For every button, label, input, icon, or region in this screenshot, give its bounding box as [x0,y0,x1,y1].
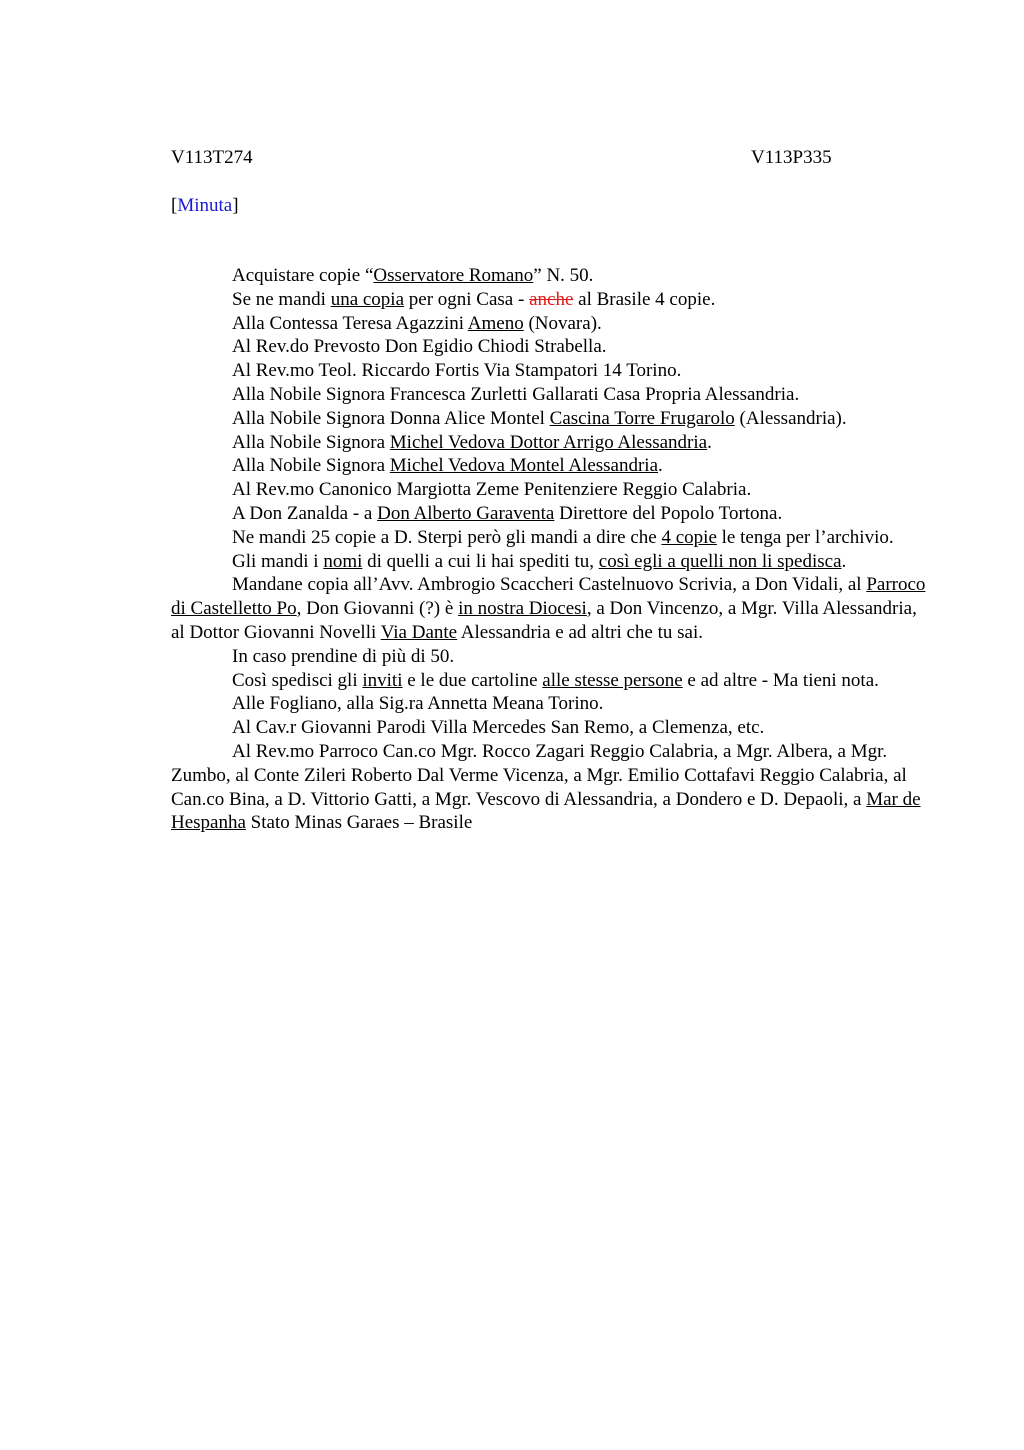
text-segment: Mandane copia all’Avv. Ambrogio Scaccheri Castelnuovo Scrivia, a Don Vidali, al [232,574,867,596]
text-segment: Stato Minas Garaes – Brasile [245,812,473,834]
letter-paragraph [171,740,931,835]
underlined-text: Osservatore Romano [373,265,534,286]
text-segment: e le due cartoline [402,669,543,691]
text-segment: Alessandria e ad altri che tu sai. [457,621,703,643]
text-segment: Alla Contessa Teresa Agazzini [232,312,468,334]
reference-code-left: V113T274 [171,147,253,168]
reference-code-right: V113P335 [751,147,832,168]
text-segment: Così spedisci gli [232,669,363,691]
underlined-text: una copia [330,288,405,310]
text-segment: Alla Nobile Signora [232,431,390,453]
minuta-close-bracket: ] [232,195,239,216]
underlined-text: alle stesse persone [542,669,683,691]
letter-paragraph [171,692,931,716]
underlined-text: Ameno [467,312,524,334]
underlined-text: Michel Vedova Dottor Arrigo Alessandria [389,431,708,453]
text-segment: Alla Nobile Signora Francesca Zurletti Gallarati Casa Propria Alessandria. [232,383,800,405]
text-segment: Se ne mandi [232,288,331,310]
text-segment: al Brasile 4 copie. [573,288,716,310]
text-segment: Ne mandi 25 copie a D. Sterpi però gli mandi a dire che [232,526,662,548]
letter-paragraph [171,264,931,288]
letter-paragraph [171,669,931,693]
text-segment: e ad altre - Ma tieni nota. [682,669,879,691]
letter-paragraph [171,288,931,312]
text-segment: di quelli a cui li hai spediti tu, [362,550,599,572]
text-segment: . [841,550,847,572]
text-segment: ” N. 50. [533,265,594,286]
letter-paragraph [171,359,931,383]
underlined-text: inviti [362,669,403,691]
text-segment: , a Don Vincenzo, a Mgr. Villa Alessandria, al Dottor Giovanni Novelli [171,598,917,643]
underlined-text: nomi [323,550,363,572]
letter-paragraph [171,526,931,550]
text-segment: Al Cav.r Giovanni Parodi Villa Mercedes San Remo, a Clemenza, etc. [232,717,765,739]
underlined-text: Mar de Hespanha [171,788,921,834]
minuta-label: Minuta [177,195,233,216]
text-segment: Gli mandi i [232,550,324,572]
minuta-tag [171,194,931,218]
document-page [171,146,931,835]
text-segment: (Novara). [523,312,602,334]
underlined-text: 4 copie [661,526,717,548]
letter-paragraph [171,550,931,574]
letter-paragraph [171,573,931,644]
underlined-text: Parroco di Castelletto Po [171,574,926,620]
underlined-text: Michel Vedova Montel Alessandria [389,455,659,477]
letter-paragraph [171,407,931,431]
text-segment: per ogni Casa - [404,288,530,310]
letter-paragraph [171,383,931,407]
text-segment: (Alessandria). [734,407,847,429]
letter-paragraph [171,335,931,359]
underlined-text: Don Alberto Garaventa [377,502,555,524]
letter-paragraph [171,645,931,669]
text-segment: , Don Giovanni (?) è [296,598,459,620]
text-segment: A Don Zanalda - a [232,502,378,524]
text-segment: Al Rev.mo Parroco Can.co Mgr. Rocco Zagari Reggio Calabria, a Mgr. Albera, a Mgr. Zumbo, al Conte Zileri Roberto Dal Verme Vicenza, a Mgr. Emilio Cottafavi Reggio Calabria, al Can.co Bina, a D. Vittorio Gatti, a Mgr. Vescovo di Alessandria, a Dondero e D. Depaoli, a [171,740,907,810]
letter-paragraph [171,478,931,502]
underlined-text: Via Dante [380,621,458,643]
letter-paragraph [171,312,931,336]
letter-body [171,264,931,835]
text-segment: Direttore del Popolo Tortona. [554,502,783,524]
text-segment: . [658,455,663,477]
text-segment: Al Rev.do Prevosto Don Egidio Chiodi Strabella. [232,336,607,358]
letter-paragraph [171,716,931,740]
letter-paragraph [171,502,931,526]
text-segment: Acquistare copie “ [232,265,374,286]
text-segment: le tenga per l’archivio. [716,526,894,548]
letter-paragraph [171,454,931,478]
minuta-open-bracket: [ [171,195,178,216]
underlined-text: Cascina Torre Frugarolo [549,407,735,429]
text-segment: In caso prendine di più di 50. [232,645,455,667]
text-segment: Al Rev.mo Teol. Riccardo Fortis Via Stampatori 14 Torino. [232,360,682,382]
reference-header [171,146,931,170]
letter-paragraph [171,431,931,455]
text-segment: Alla Nobile Signora [232,455,390,477]
struck-through-text: anche [529,288,574,310]
text-segment: Alle Fogliano, alla Sig.ra Annetta Meana Torino. [232,693,604,715]
underlined-text: in nostra Diocesi [458,598,587,620]
text-segment: Alla Nobile Signora Donna Alice Montel [232,407,550,429]
underlined-text: così egli a quelli non li spedisca [598,550,842,572]
text-segment: Al Rev.mo Canonico Margiotta Zeme Penitenziere Reggio Calabria. [232,479,752,501]
text-segment: . [707,431,712,453]
